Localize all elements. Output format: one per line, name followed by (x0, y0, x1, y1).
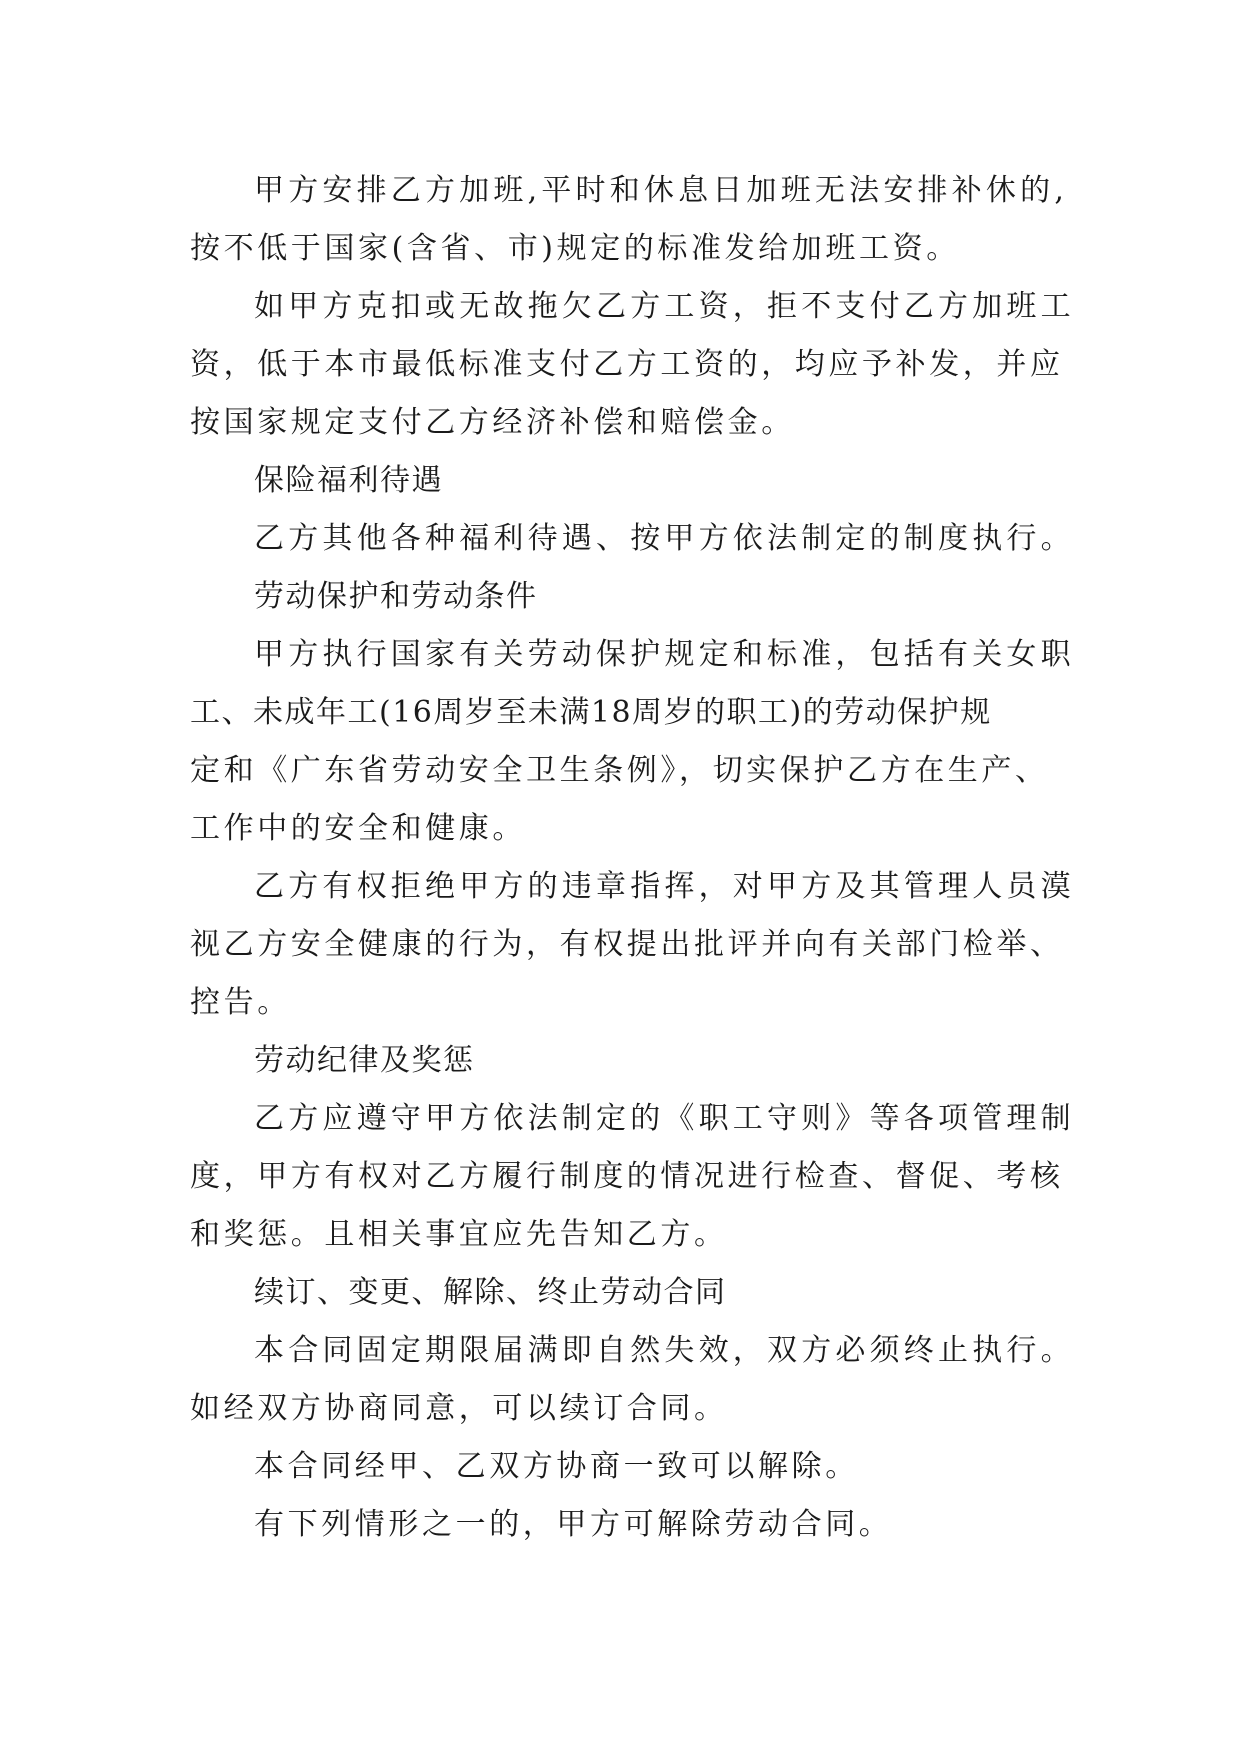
paragraph-line: 按不低于国家(含省、市)规定的标准发给加班工资。 (190, 231, 960, 266)
paragraph-line: 乙方有权拒绝甲方的违章指挥，对甲方及其管理人员漠 (254, 869, 1075, 904)
paragraph-line: 甲方安排乙方加班,平时和休息日加班无法安排补休的, (254, 173, 1069, 208)
paragraph-line: 本合同经甲、乙双方协商一致可以解除。 (254, 1449, 859, 1484)
paragraph-line: 视乙方安全健康的行为，有权提出批评并向有关部门检举、 (190, 927, 1064, 962)
paragraph-line: 本合同固定期限届满即自然失效，双方必须终止执行。 (254, 1333, 1075, 1368)
paragraph-line: 控告。 (190, 985, 291, 1020)
paragraph-line: 甲方执行国家有关劳动保护规定和标准，包括有关女职 (254, 637, 1075, 672)
paragraph-line: 按国家规定支付乙方经济补偿和赔偿金。 (190, 405, 795, 440)
section-heading: 续订、变更、解除、终止劳动合同 (254, 1275, 727, 1310)
paragraph-line: 工作中的安全和健康。 (190, 811, 526, 846)
paragraph-line: 和奖惩。且相关事宜应先告知乙方。 (190, 1217, 728, 1252)
paragraph-line: 乙方其他各种福利待遇、按甲方依法制定的制度执行。 (254, 521, 1075, 556)
paragraph-line: 有下列情形之一的，甲方可解除劳动合同。 (254, 1507, 893, 1542)
paragraph-line: 资，低于本市最低标准支付乙方工资的，均应予补发，并应 (190, 347, 1064, 382)
paragraph-line: 工、未成年工(16周岁至未满18周岁的职工)的劳动保护规 (190, 695, 992, 730)
paragraph-line: 度，甲方有权对乙方履行制度的情况进行检查、督促、考核 (190, 1159, 1064, 1194)
section-heading: 保险福利待遇 (254, 463, 443, 498)
paragraph-line: 乙方应遵守甲方依法制定的《职工守则》等各项管理制 (254, 1101, 1075, 1136)
section-heading: 劳动纪律及奖惩 (254, 1043, 475, 1078)
paragraph-line: 定和《广东省劳动安全卫生条例》，切实保护乙方在生产、 (190, 753, 1049, 788)
section-heading: 劳动保护和劳动条件 (254, 579, 538, 614)
paragraph-line: 如经双方协商同意，可以续订合同。 (190, 1391, 728, 1426)
paragraph-line: 如甲方克扣或无故拖欠乙方工资，拒不支付乙方加班工 (254, 289, 1075, 324)
document-body (190, 162, 1090, 1554)
